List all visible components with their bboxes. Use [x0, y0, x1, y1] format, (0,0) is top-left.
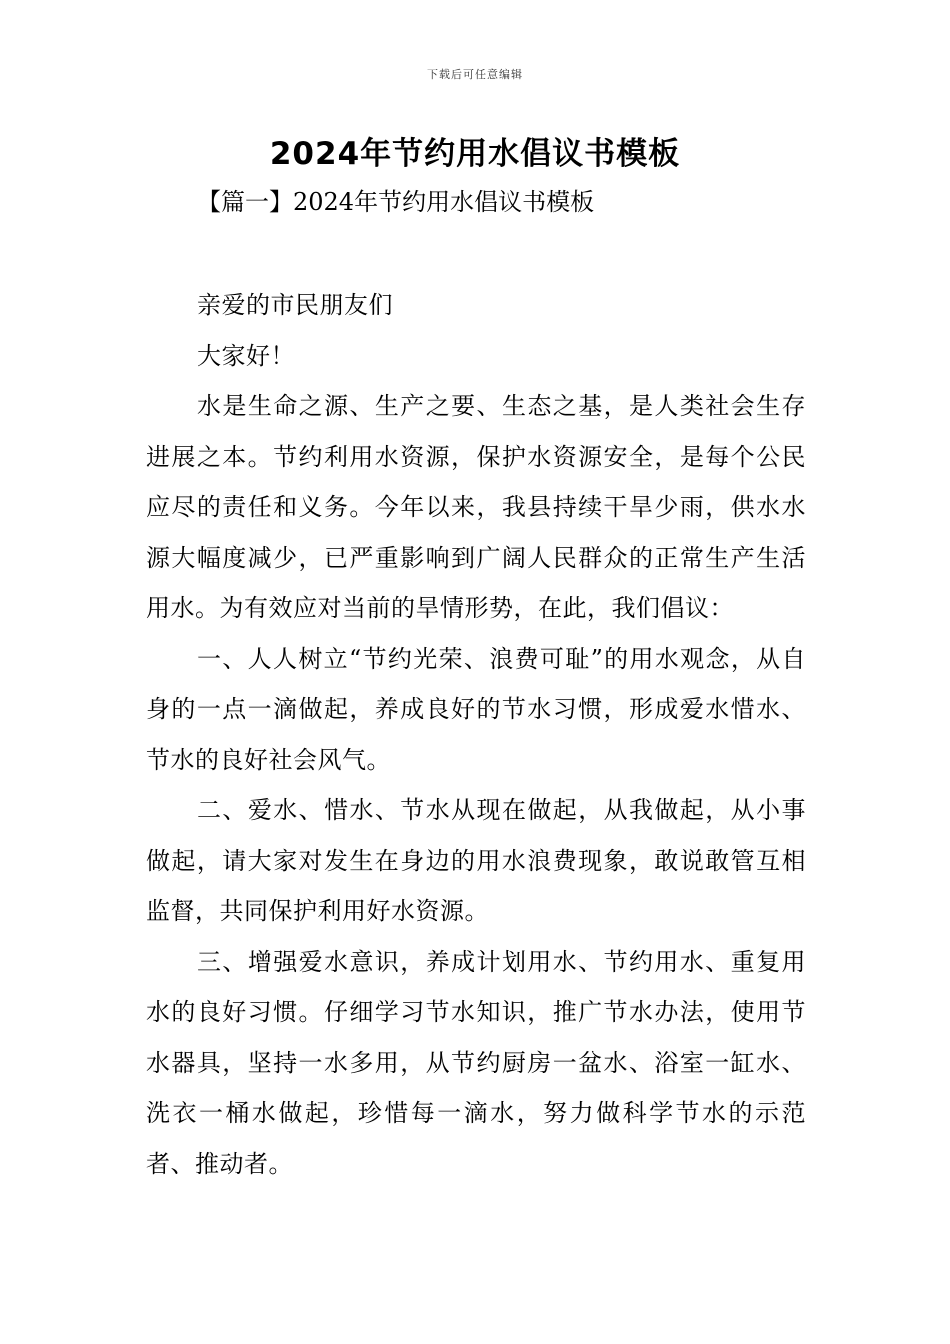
header-note: 下载后可任意编辑	[427, 68, 523, 81]
paragraph-point-2: 二、爱水、惜水、节水从现在做起，从我做起，从小事做起，请大家对发生在身边的用水浪费现象，敢说敢管互相监督，共同保护利用好水资源。	[146, 796, 806, 925]
document-title: 2024年节约用水倡议书模板	[269, 136, 681, 172]
paragraph-point-3: 三、增强爱水意识，养成计划用水、节约用水、重复用水的良好习惯。仔细学习节水知识，推广节水办法，使用节水器具，坚持一水多用，从节约厨房一盆水、浴室一缸水、洗衣一桶水做起，珍惜每一滴水，努力做科学节水的示范者、推动者。	[146, 947, 806, 1178]
salutation: 亲爱的市民朋友们	[197, 291, 393, 319]
section-heading: 【篇一】2024年节约用水倡议书模板	[197, 188, 595, 216]
paragraph-intro: 水是生命之源、生产之要、生态之基，是人类社会生存进展之本。节约利用水资源，保护水资源安全，是每个公民应尽的责任和义务。今年以来，我县持续干旱少雨，供水水源大幅度减少，已严重影响到广阔人民群众的正常生产生活用水。为有效应对当前的旱情形势，在此，我们倡议：	[146, 392, 806, 622]
paragraph-point-1: 一、人人树立“节约光荣、浪费可耻”的用水观念，从自身的一点一滴做起，养成良好的节水习惯，形成爱水惜水、节水的良好社会风气。	[146, 644, 806, 774]
greeting: 大家好！	[197, 341, 295, 370]
document-body	[146, 280, 806, 1189]
